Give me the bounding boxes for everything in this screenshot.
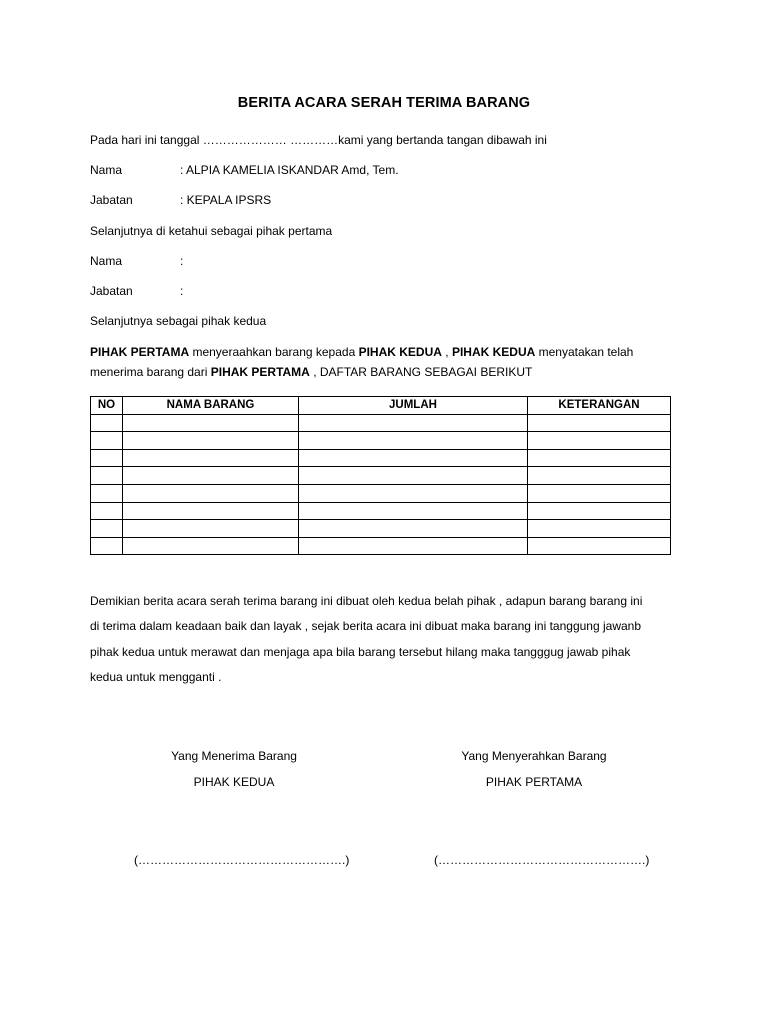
table-cell <box>123 537 299 555</box>
second-party-position-label: Jabatan <box>90 284 133 298</box>
table-row <box>91 484 671 502</box>
table-cell <box>528 520 671 538</box>
second-party-name-value: : <box>180 254 184 268</box>
closing-paragraph-line-3: pihak kedua untuk merawat dan menjaga apa bila barang tersebut hilang maka tangggug jawab pihak <box>90 645 631 659</box>
table-cell <box>528 414 671 432</box>
second-party-position-value: : <box>180 284 184 298</box>
table-cell <box>299 520 528 538</box>
table-cell <box>528 537 671 555</box>
table-row <box>91 520 671 538</box>
receiver-role: Yang Menerima Barang <box>171 749 297 763</box>
table-cell <box>528 502 671 520</box>
second-party-note: Selanjutnya sebagai pihak kedua <box>90 314 267 328</box>
table-row <box>91 432 671 450</box>
table-row <box>91 502 671 520</box>
giver-party: PIHAK PERTAMA <box>485 775 583 789</box>
table-cell <box>528 467 671 485</box>
table-cell <box>91 484 123 502</box>
first-party-name-label: Nama <box>90 163 123 177</box>
giver-role: Yang Menyerahkan Barang <box>461 749 607 763</box>
table-cell <box>123 502 299 520</box>
table-cell <box>123 484 299 502</box>
table-cell <box>123 414 299 432</box>
column-header-notes: KETERANGAN <box>528 397 671 415</box>
document-title: BERITA ACARA SERAH TERIMA BARANG <box>237 95 531 111</box>
table-cell <box>91 449 123 467</box>
table-cell <box>91 414 123 432</box>
intro-line: Pada hari ini tanggal ………………… …………kami yang bertanda tangan dibawah ini <box>90 133 547 147</box>
table-cell <box>91 502 123 520</box>
table-cell <box>299 537 528 555</box>
table-row <box>91 414 671 432</box>
first-party-name-value: : ALPIA KAMELIA ISKANDAR Amd, Tem. <box>180 163 399 177</box>
statement-party-3: PIHAK KEDUA <box>451 345 536 359</box>
table-cell <box>528 484 671 502</box>
table-row <box>91 537 671 555</box>
handover-statement-line-2 <box>90 365 532 379</box>
closing-paragraph-line-4: kedua untuk mengganti . <box>90 670 222 684</box>
statement-text-4: menerima barang dari <box>90 365 211 379</box>
item-list-table <box>90 396 671 555</box>
column-header-no: NO <box>91 397 123 415</box>
giver-signature-line: (…………………………………………….) <box>434 853 650 867</box>
table-cell <box>123 432 299 450</box>
table-cell <box>91 467 123 485</box>
table-cell <box>299 449 528 467</box>
statement-party-1: PIHAK PERTAMA <box>90 345 190 359</box>
table-cell <box>91 432 123 450</box>
table-cell <box>91 520 123 538</box>
table-cell <box>299 467 528 485</box>
table-cell <box>299 432 528 450</box>
first-party-note: Selanjutnya di ketahui sebagai pihak pertama <box>90 224 333 238</box>
statement-text-5: , DAFTAR BARANG SEBAGAI BERIKUT <box>309 365 533 379</box>
second-party-name-label: Nama <box>90 254 123 268</box>
statement-party-2: PIHAK KEDUA <box>358 345 442 359</box>
table-cell <box>528 432 671 450</box>
column-header-quantity: JUMLAH <box>299 397 528 415</box>
statement-text-1: menyeraahkan barang kepada <box>189 345 359 359</box>
table-row <box>91 467 671 485</box>
statement-text-3: menyatakan telah <box>535 345 634 359</box>
table-cell <box>528 449 671 467</box>
first-party-position-label: Jabatan <box>90 193 133 207</box>
table-cell <box>123 449 299 467</box>
receiver-party: PIHAK KEDUA <box>193 775 275 789</box>
table-cell <box>91 537 123 555</box>
table-cell <box>123 520 299 538</box>
table-row <box>91 449 671 467</box>
receiver-signature-line: (…………………………………………….) <box>134 853 350 867</box>
table-cell <box>299 414 528 432</box>
table-cell <box>123 467 299 485</box>
closing-paragraph-line-2: di terima dalam keadaan baik dan layak , sejak berita acara ini dibuat maka barang ini tanggung jawanb <box>90 619 642 633</box>
statement-text-2: , <box>441 345 452 359</box>
statement-party-4: PIHAK PERTAMA <box>210 365 310 379</box>
column-header-item-name: NAMA BARANG <box>123 397 299 415</box>
table-cell <box>299 484 528 502</box>
handover-statement-line-1 <box>90 345 633 359</box>
table-cell <box>299 502 528 520</box>
first-party-position-value: : KEPALA IPSRS <box>180 193 272 207</box>
table-header-row <box>91 397 671 415</box>
closing-paragraph-line-1: Demikian berita acara serah terima barang ini dibuat oleh kedua belah pihak , adapun barang barang ini <box>90 594 643 608</box>
